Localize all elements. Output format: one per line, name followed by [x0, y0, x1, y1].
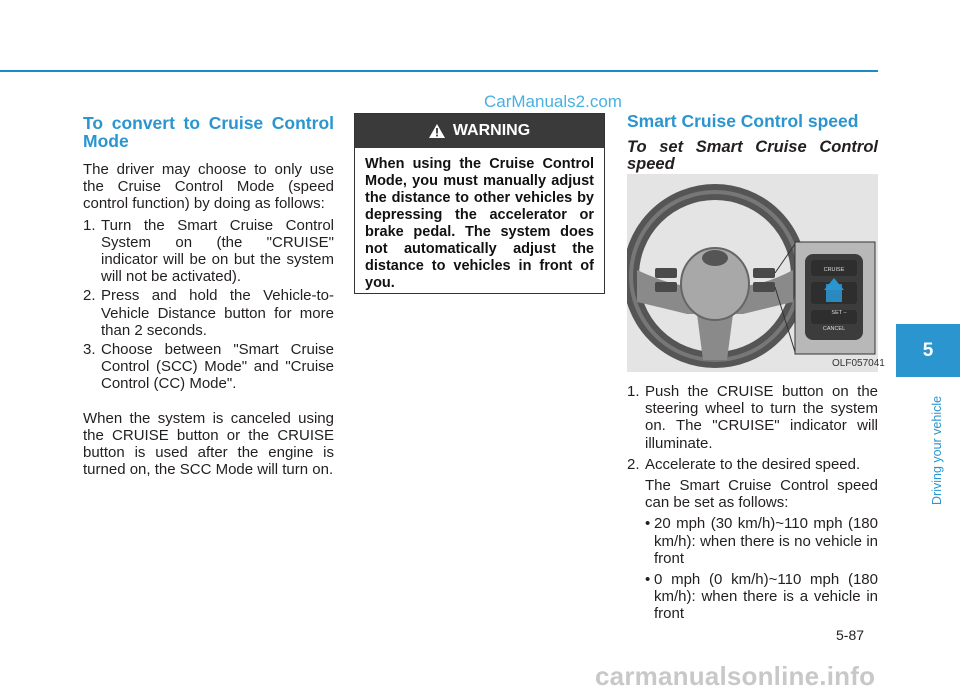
chapter-title: Driving your vehicle	[930, 395, 944, 505]
warning-title: WARNING	[452, 122, 531, 139]
right-column-bottom	[627, 383, 878, 623]
list-item: 3. Choose between "Smart Cruise Control (SCC) Mode" and "Cruise Control (CC) Mode".	[83, 341, 334, 393]
warning-body: When using the Cruise Control Mode, you must manually adjust the distance to other vehicles by depressing the accelerator or brake pedal. The system does not automatically adjust the distance to vehicles in front of you.	[365, 156, 594, 291]
warning-box	[354, 113, 605, 294]
header-rule	[0, 70, 878, 72]
intro-paragraph: The driver may choose to only use the Cruise Control Mode (speed control function) by doing as follows:	[83, 161, 334, 213]
bullet-item: • 0 mph (0 km/h)~110 mph (180 km/h): when there is a vehicle in front	[645, 571, 878, 623]
section-heading-convert: To convert to Cruise Control Mode	[83, 113, 334, 151]
watermark-bottom: carmanualsonline.info	[595, 661, 876, 691]
figure-code: OLF057041	[832, 358, 885, 369]
subheading-set-speed: To set Smart Cruise Control speed	[627, 138, 878, 173]
page-number: 5-87	[836, 627, 865, 643]
watermark-top: CarManuals2.com	[484, 92, 622, 111]
closing-paragraph: When the system is canceled using the CRUISE button or the CRUISE button is used after the engine is turned on, the SCC Mode will turn on.	[83, 409, 334, 479]
figure-set-label: SET –	[831, 310, 847, 316]
steering-wheel-illustration	[627, 174, 878, 372]
warning-header	[355, 114, 604, 148]
chapter-tab: 5	[896, 324, 960, 377]
steering-wheel-figure	[627, 174, 878, 372]
speed-intro: The Smart Cruise Control speed can be set as follows:	[645, 477, 878, 512]
speed-bullets	[627, 515, 878, 622]
right-column-top	[627, 112, 878, 173]
steps-list	[83, 217, 334, 393]
left-column	[83, 114, 334, 478]
list-item: 1. Push the CRUISE button on the steering wheel to turn the system on. The "CRUISE" indicator will illuminate.	[627, 383, 878, 452]
list-item: 2. Press and hold the Vehicle-to-Vehicle Distance button for more than 2 seconds.	[83, 287, 334, 339]
list-item: 2. Accelerate to the desired speed.	[627, 455, 861, 473]
figure-cruise-label: CRUISE	[823, 267, 845, 273]
section-heading-speed: Smart Cruise Control speed	[627, 111, 859, 131]
figure-cancel-label: CANCEL	[822, 326, 846, 332]
bullet-item: • 20 mph (30 km/h)~110 mph (180 km/h): when there is no vehicle in front	[645, 515, 878, 567]
list-item: 1. Turn the Smart Cruise Control System on (the "CRUISE" indicator will be on but the system will not be activated).	[83, 216, 334, 286]
warning-triangle-icon	[429, 124, 445, 138]
